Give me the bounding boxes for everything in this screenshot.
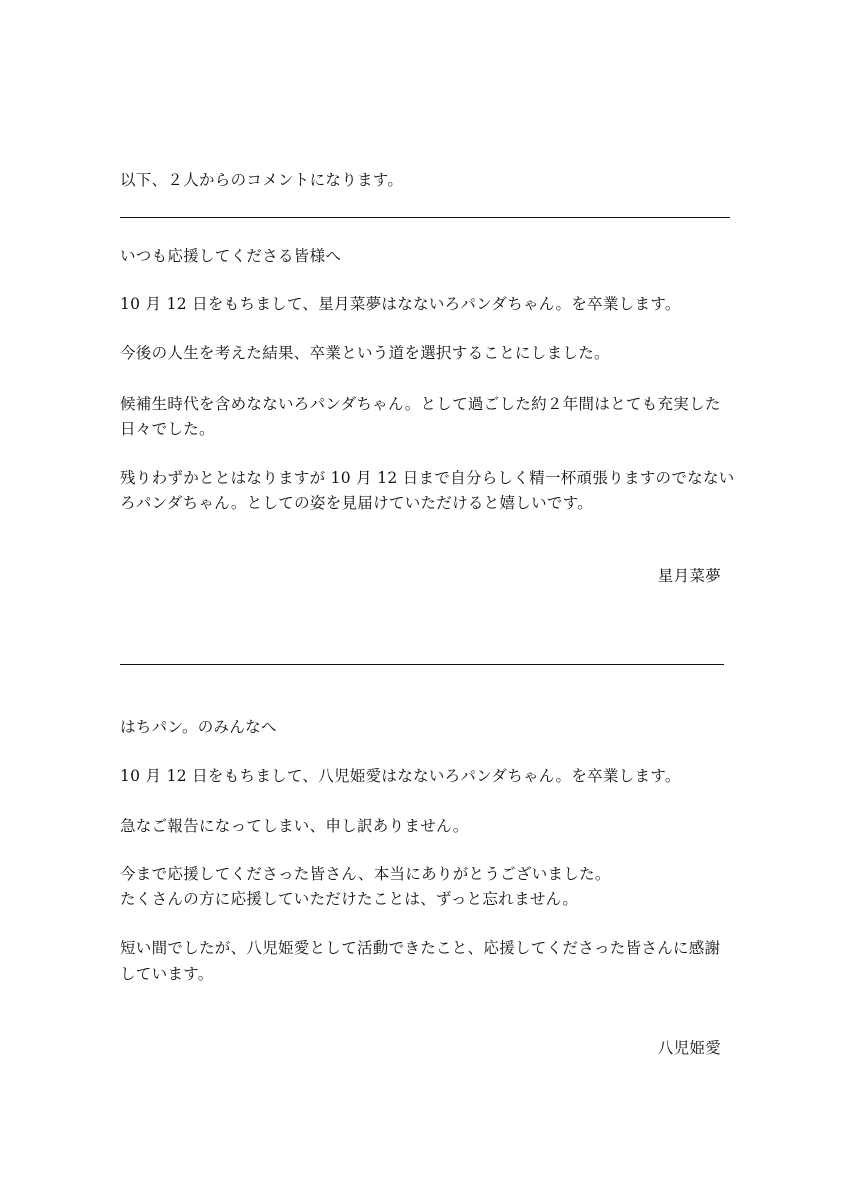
divider-top — [120, 217, 730, 218]
letter2-paragraph-4-line-1: 短い間でしたが、八児姫愛として活動できたこと、応援してくださった皆さんに感謝 — [120, 939, 721, 957]
letter2-paragraph-1: 10 月 12 日をもちまして、八児姫愛はなないろパンダちゃん。を卒業します。 — [120, 767, 681, 785]
letter2-signature: 八児姫愛 — [657, 1039, 721, 1057]
letter1-paragraph-4-line-1: 残りわずかととはなりますが 10 月 12 日まで自分らしく精一杯頑張りますのでなない — [120, 469, 735, 487]
letter2-paragraph-3-line-1: 今まで応援してくださった皆さん、本当にありがとうございました。 — [120, 865, 611, 883]
letter2-paragraph-4-line-2: しています。 — [120, 965, 214, 983]
letter1-signature: 星月菜夢 — [657, 567, 721, 585]
letter1-paragraph-4-line-2: ろパンダちゃん。としての姿を見届けていただけると嬉しいです。 — [120, 494, 594, 512]
letter2-paragraph-3-line-2: たくさんの方に応援していただけたことは、ずっと忘れません。 — [120, 890, 579, 908]
letter1-greeting: いつも応援してくださる皆様へ — [120, 247, 342, 265]
letter1-paragraph-1: 10 月 12 日をもちまして、星月菜夢はなないろパンダちゃん。を卒業します。 — [120, 295, 681, 313]
divider-middle — [120, 664, 724, 665]
letter1-paragraph-3-line-1: 候補生時代を含めなないろパンダちゃん。として過ごした約２年間はとても充実した — [120, 395, 721, 413]
letter1-paragraph-3-line-2: 日々でした。 — [120, 420, 215, 438]
letter2-greeting: はちパン。のみんなへ — [120, 718, 277, 736]
intro-text: 以下、２人からのコメントになります。 — [120, 171, 404, 189]
letter1-paragraph-2: 今後の人生を考えた結果、卒業という道を選択することにしました。 — [120, 344, 610, 362]
letter2-paragraph-2: 急なご報告になってしまい、申し訳ありません。 — [120, 817, 469, 835]
